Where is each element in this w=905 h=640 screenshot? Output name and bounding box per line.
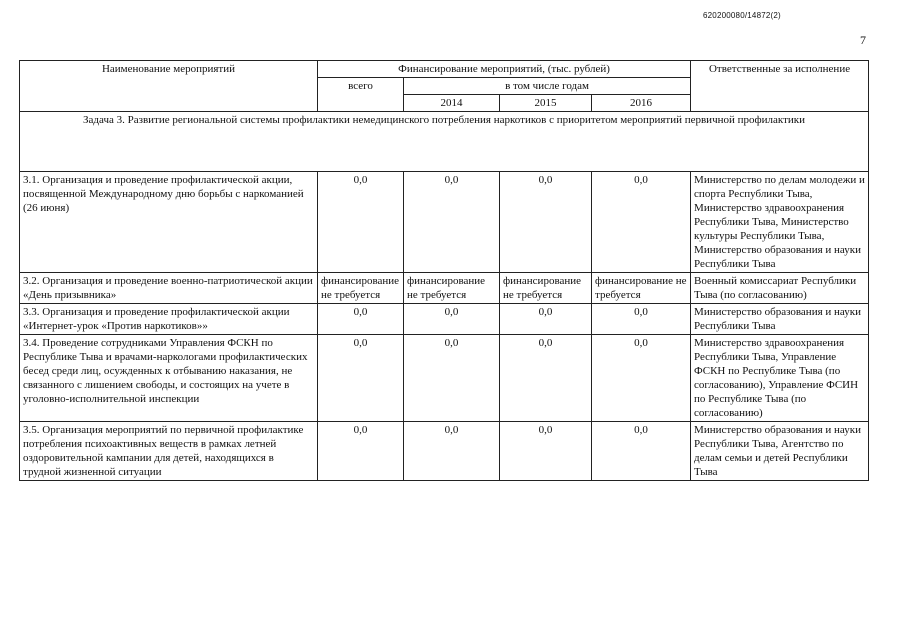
row-responsible: Министерство здравоохранения Республики Тыва, Управление ФСКН по Республике Тыва (по согласованию), Управление ФСИН по Республике Тыва (по согласованию) xyxy=(691,335,869,422)
row-2015: 0,0 xyxy=(500,335,592,422)
row-responsible: Военный комиссариат Республики Тыва (по согласованию) xyxy=(691,273,869,304)
header-total: всего xyxy=(318,78,404,112)
table-row xyxy=(20,335,869,422)
row-2015: 0,0 xyxy=(500,304,592,335)
row-responsible: Министерство по делам молодежи и спорта Республики Тыва, Министерство здравоохранения Республики Тыва, Министерство культуры Республики Тыва, Министерство образования и науки Республики Тыва xyxy=(691,172,869,273)
row-name: 3.3. Организация и проведение профилактической акции «Интернет-урок «Против наркотиков»» xyxy=(20,304,318,335)
row-2016: 0,0 xyxy=(592,172,691,273)
row-2016: 0,0 xyxy=(592,422,691,481)
row-name: 3.1. Организация и проведение профилактической акции, посвященной Международному дню борьбы с наркоманией (26 июня) xyxy=(20,172,318,273)
header-name: Наименование мероприятий xyxy=(20,61,318,112)
table-row xyxy=(20,273,869,304)
row-total: 0,0 xyxy=(318,422,404,481)
row-total: 0,0 xyxy=(318,172,404,273)
row-2015: 0,0 xyxy=(500,422,592,481)
page-number: 7 xyxy=(860,33,866,47)
row-total: 0,0 xyxy=(318,335,404,422)
row-total: финансирование не требуется xyxy=(318,273,404,304)
row-responsible: Министерство образования и науки Республики Тыва xyxy=(691,304,869,335)
table-row xyxy=(20,172,869,273)
row-2014: 0,0 xyxy=(404,335,500,422)
row-2014: 0,0 xyxy=(404,304,500,335)
header-year-2014: 2014 xyxy=(404,95,500,112)
row-2016: 0,0 xyxy=(592,335,691,422)
header-by-years: в том числе годам xyxy=(404,78,691,95)
row-2014: 0,0 xyxy=(404,172,500,273)
row-responsible: Министерство образования и науки Республики Тыва, Агентство по делам семьи и детей Республики Тыва xyxy=(691,422,869,481)
row-name: 3.5. Организация мероприятий по первичной профилактике потребления психоактивных веществ в рамках летней оздоровительной кампании для детей, находящихся в трудной жизненной ситуации xyxy=(20,422,318,481)
program-table xyxy=(19,60,869,481)
row-name: 3.4. Проведение сотрудниками Управления ФСКН по Республике Тыва и врачами-наркологами профилактических бесед среди лиц, осужденных к отбыванию наказания, не связанного с лишением свободы, и состоящих на учете в уголовно-исполнительной инспекции xyxy=(20,335,318,422)
row-2016: финансирование не требуется xyxy=(592,273,691,304)
row-total: 0,0 xyxy=(318,304,404,335)
row-2014: 0,0 xyxy=(404,422,500,481)
row-2016: 0,0 xyxy=(592,304,691,335)
header-responsible: Ответственные за исполнение xyxy=(691,61,869,112)
header-year-2016: 2016 xyxy=(592,95,691,112)
row-name: 3.2. Организация и проведение военно-патриотической акции «День призывника» xyxy=(20,273,318,304)
document-id: 620200080/14872(2) xyxy=(703,11,781,20)
header-funding: Финансирование мероприятий, (тыс. рублей) xyxy=(318,61,691,78)
header-year-2015: 2015 xyxy=(500,95,592,112)
task-heading: Задача 3. Развитие региональной системы профилактики немедицинского потребления наркотиков с приоритетом мероприятий первичной профилактики xyxy=(20,112,869,172)
row-2015: 0,0 xyxy=(500,172,592,273)
table-row xyxy=(20,422,869,481)
row-2015: финансирование не требуется xyxy=(500,273,592,304)
table-row xyxy=(20,304,869,335)
row-2014: финансирование не требуется xyxy=(404,273,500,304)
